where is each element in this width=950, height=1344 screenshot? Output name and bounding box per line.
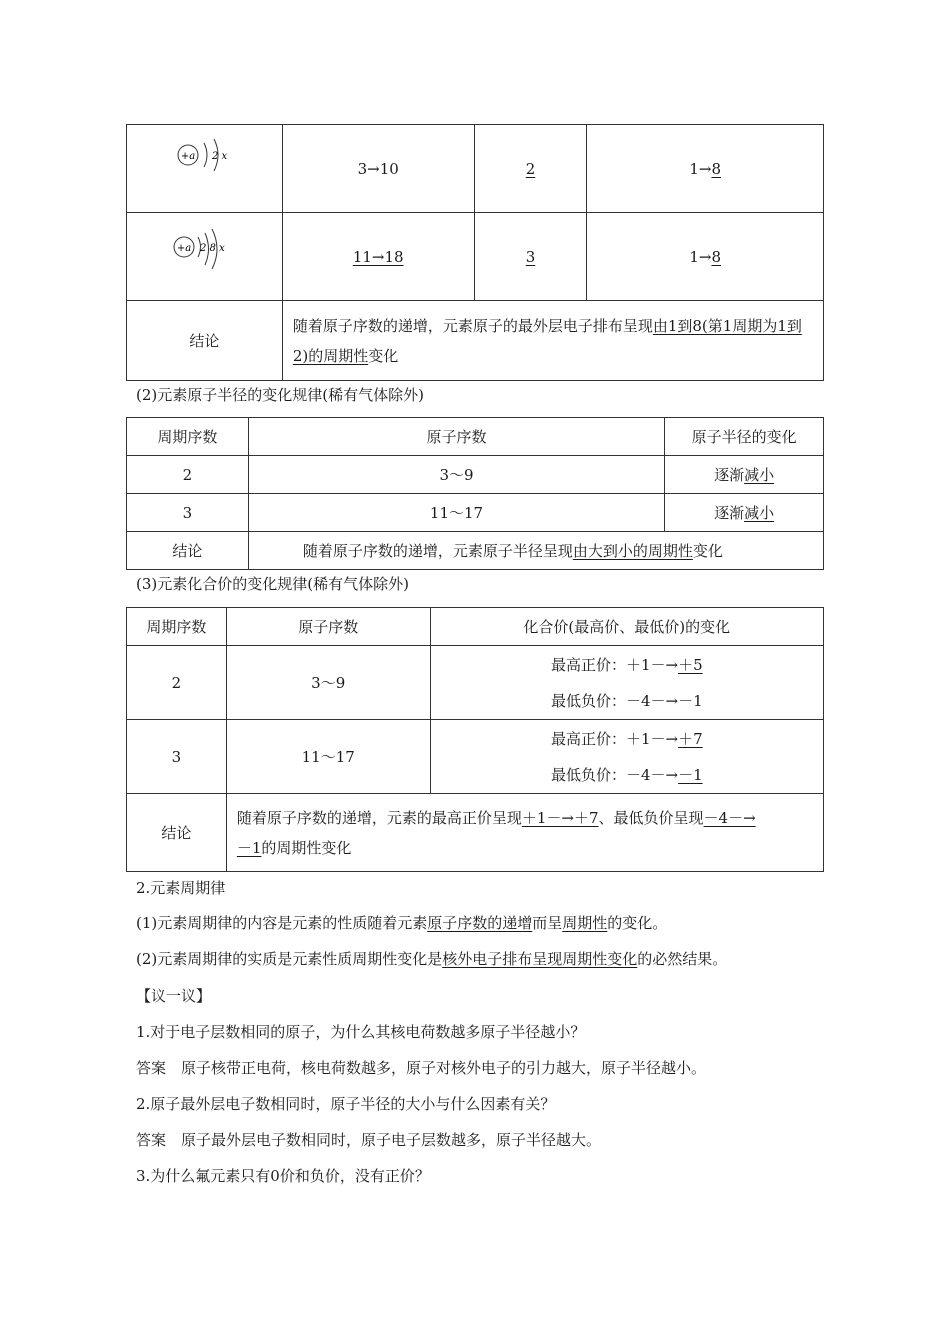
conclusion-row xyxy=(127,794,824,872)
answer-2: 答案 原子最外层电子数相同时，原子电子层数越多，原子半径越大。 xyxy=(136,1131,602,1149)
atom-structure-diagram xyxy=(127,213,283,301)
question-2: 2.原子最外层电子数相同时，原子半径的大小与什么因素有关？ xyxy=(136,1095,556,1113)
shell-count: 3 xyxy=(474,213,587,301)
change-cell: 逐渐减小 xyxy=(665,494,824,532)
header-valence-change: 化合价(最高价、最低价)的变化 xyxy=(430,608,823,646)
nucleus-label: +a xyxy=(181,150,196,162)
answer-1: 答案 原子核带正电荷，核电荷数越多，原子对核外电子的引力越大，原子半径越小。 xyxy=(136,1059,707,1077)
law-content-paragraph: (1)元素周期律的内容是元素的性质随着元素原子序数的递增而呈周期性的变化。 xyxy=(136,914,668,932)
atomic-radius-table xyxy=(126,417,824,570)
table-row xyxy=(127,125,824,213)
range-cell: 11～17 xyxy=(226,720,430,794)
period-cell: 2 xyxy=(127,646,227,720)
range-cell: 3～9 xyxy=(248,456,664,494)
header-radius-change: 原子半径的变化 xyxy=(665,418,824,456)
atomic-range: 3→10 xyxy=(282,125,474,213)
valence-table xyxy=(126,607,824,872)
caption-valence: (3)元素化合价的变化规律(稀有气体除外) xyxy=(136,575,409,593)
max-valence: 最高正价：＋1－→＋5 xyxy=(550,655,703,674)
outer-electron-table xyxy=(126,124,824,381)
atomic-range: 11→18 xyxy=(282,213,474,301)
table-row xyxy=(127,720,824,794)
valence-cell xyxy=(430,720,823,794)
header-row xyxy=(127,608,824,646)
header-atomic-number: 原子序数 xyxy=(248,418,664,456)
change-cell: 逐渐减小 xyxy=(665,456,824,494)
header-atomic-number: 原子序数 xyxy=(226,608,430,646)
period-cell: 2 xyxy=(127,456,249,494)
conclusion-row xyxy=(127,532,824,570)
range-cell: 11～17 xyxy=(248,494,664,532)
table-row xyxy=(127,456,824,494)
shell-count: 2 xyxy=(474,125,587,213)
conclusion-label: 结论 xyxy=(127,301,283,381)
law-essence-paragraph: (2)元素周期律的实质是元素性质周期性变化是核外电子排布呈现周期性变化的必然结果。 xyxy=(136,950,728,968)
shell-label: 2 8 x xyxy=(200,242,226,254)
atom-structure-diagram xyxy=(127,125,283,213)
min-valence: 最低负价：－4－→－1 xyxy=(550,765,703,784)
period-cell: 3 xyxy=(127,720,227,794)
discussion-heading: 【议一议】 xyxy=(136,987,212,1005)
conclusion-label: 结论 xyxy=(127,794,227,872)
min-valence: 最低负价：－4－→－1 xyxy=(550,691,703,710)
question-3: 3.为什么氟元素只有0价和负价，没有正价？ xyxy=(136,1167,430,1185)
period-cell: 3 xyxy=(127,494,249,532)
section-heading: 2.元素周期律 xyxy=(136,879,226,897)
header-row xyxy=(127,418,824,456)
table-row xyxy=(127,494,824,532)
conclusion-label: 结论 xyxy=(127,532,249,570)
caption-atomic-radius: (2)元素原子半径的变化规律(稀有气体除外) xyxy=(136,386,424,404)
header-period: 周期序数 xyxy=(127,418,249,456)
question-1: 1.对于电子层数相同的原子，为什么其核电荷数越多原子半径越小？ xyxy=(136,1023,586,1041)
table-row xyxy=(127,646,824,720)
conclusion-row xyxy=(127,301,824,381)
valence-cell xyxy=(430,646,823,720)
nucleus-label: +a xyxy=(177,242,192,254)
header-period: 周期序数 xyxy=(127,608,227,646)
outer-electrons: 1→8 xyxy=(587,125,824,213)
range-cell: 3～9 xyxy=(226,646,430,720)
conclusion-text: 随着原子序数的递增，元素原子的最外层电子排布呈现由1到8(第1周期为1到2)的周期性变化 xyxy=(282,301,823,381)
table-row xyxy=(127,213,824,301)
outer-electrons: 1→8 xyxy=(587,213,824,301)
shell-label: 2 x xyxy=(212,150,228,162)
max-valence: 最高正价：＋1－→＋7 xyxy=(550,729,703,748)
conclusion-text: 随着原子序数的递增，元素原子半径呈现由大到小的周期性变化 xyxy=(248,532,823,570)
conclusion-text: 随着原子序数的递增，元素的最高正价呈现＋1－→＋7、最低负价呈现－4－→ －1的周期性变化 xyxy=(226,794,823,872)
